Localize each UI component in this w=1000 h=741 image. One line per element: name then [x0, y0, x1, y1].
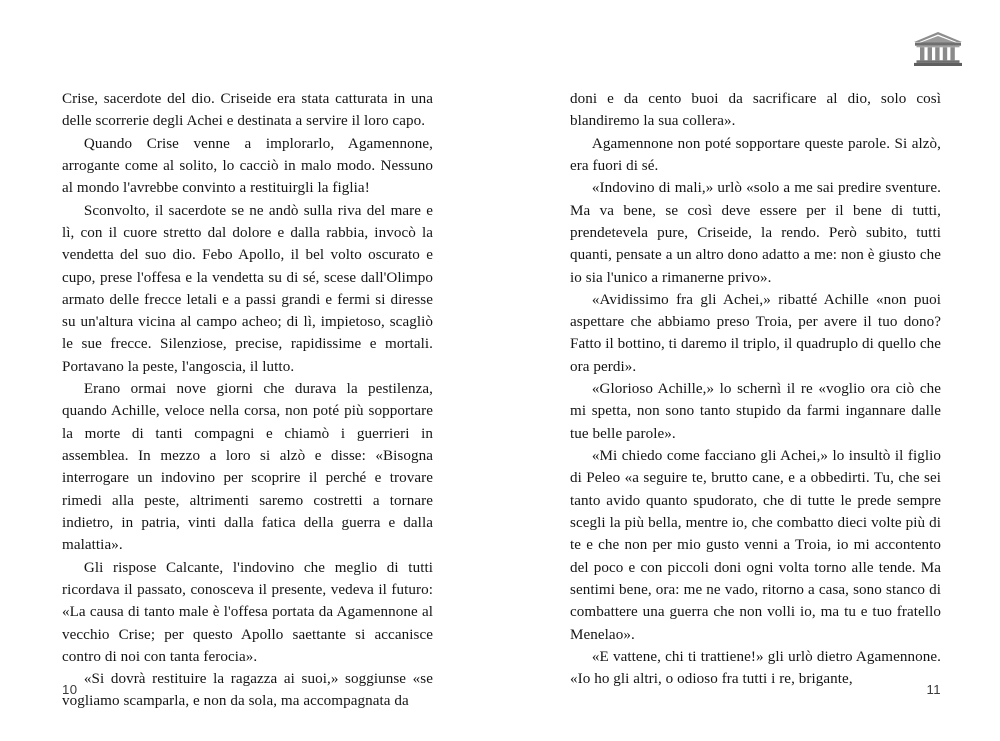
paragraph: «Avidissimo fra gli Achei,» ribatté Achille «non puoi aspettare che abbiamo preso Troia, per avere il tuo dono? Fatto il bottino, ti daremo il triplo, il quadruplo di quello che ora perdi».: [570, 291, 941, 375]
page-right: [570, 88, 941, 690]
paragraph: «Glorioso Achille,» lo schernì il re «voglio ora ciò che mi spetta, non sono tanto stupido da farmi ingannare dalle tue belle parole».: [570, 381, 941, 442]
greek-temple-icon: [912, 29, 964, 69]
page-left-textblock: [62, 88, 433, 713]
paragraph: doni e da cento buoi da sacrificare al dio, solo così blandiremo la sua collera».: [570, 91, 941, 130]
paragraph: Crise, sacerdote del dio. Criseide era stata catturata in una delle scorrerie degli Achei e destinata a servire il loro capo.: [62, 91, 433, 130]
paragraph: Gli rispose Calcante, l'indovino che meglio di tutti ricordava il passato, conosceva il presente, vedeva il futuro: «La causa di tanto male è l'offesa portata da Agamennone al vecchio Crise; per questo Apollo saettante si accanisce contro di noi con tanta ferocia».: [62, 559, 433, 665]
paragraph: «Indovino di mali,» urlò «solo a me sai predire sventure. Ma va bene, se così deve essere per il bene di tutti, prendetevela pure, Criseide, la rendo. Però subito, tutti quanti, pensate a un altro dono adatto a me: non è giusto che io sia l'unico a rimanerne privo».: [570, 180, 941, 286]
page-number-left: 10: [62, 682, 78, 697]
paragraph: «Si dovrà restituire la ragazza ai suoi,» soggiunse «se vogliamo scamparla, e non da sola, ma accompagnata da: [62, 671, 433, 710]
paragraph: «E vattene, chi ti trattiene!» gli urlò dietro Agamennone. «Io ho gli altri, o odioso fra tutti i re, brigante,: [570, 648, 941, 688]
paragraph: Sconvolto, il sacerdote se ne andò sulla riva del mare e lì, con il cuore stretto dal dolore e dalla rabbia, invocò la vendetta del suo dio. Febo Apollo, il bel volto oscurato e cupo, prese l'offesa e la vendetta su di sé, scese dall'Olimpo armato delle frecce letali e a passi grandi e fermi si diresse su un'altura vicina al campo acheo; di lì, impietoso, scagliò le sue frecce. Silenziose, precise, rapidissime e mortali. Portavano la peste, l'angoscia, il lutto.: [62, 202, 433, 375]
paragraph: Quando Crise venne a implorarlo, Agamennone, arrogante come al solito, lo cacciò in malo modo. Nessuno al mondo l'avrebbe convinto a restituirgli la figlia!: [62, 135, 433, 197]
paragraph: Erano ormai nove giorni che durava la pestilenza, quando Achille, veloce nella corsa, non poté più sopportare la morte di tanti compagni e chiamò i guerrieri in assemblea. In mezzo a loro si alzò e disse: «Bisogna interrogare un indovino per scoprire il perché e trovare rimedi alla peste, altrimenti saremo costretti a tornare indietro, in patria, vinti dalla fatica della guerra e dalla malattia».: [62, 381, 433, 554]
page-left: [62, 88, 433, 713]
page-right-textblock: [570, 88, 941, 690]
paragraph: Agamennone non poté sopportare queste parole. Si alzò, era fuori di sé.: [570, 135, 941, 174]
header-band: [0, 0, 1000, 84]
page-number-right: 11: [926, 682, 941, 697]
paragraph: «Mi chiedo come facciano gli Achei,» lo insultò il figlio di Peleo «a seguire te, brutto cane, e a obbedirti. Tu, che sei tanto avido quanto spudorato, che di tutte le prede sempre scegli la più bella, mentre io, che combatto dieci volte più di te e che non per mio gusto venni a Troia, io mi accontento del poco e con piccoli doni ogni volta torno alle tende. Ma sentimi bene, ora: me ne vado, ritorno a casa, sono stanco di combattere una guerra che non volli io, ma tu e tuo fratello Menelao».: [570, 448, 941, 643]
